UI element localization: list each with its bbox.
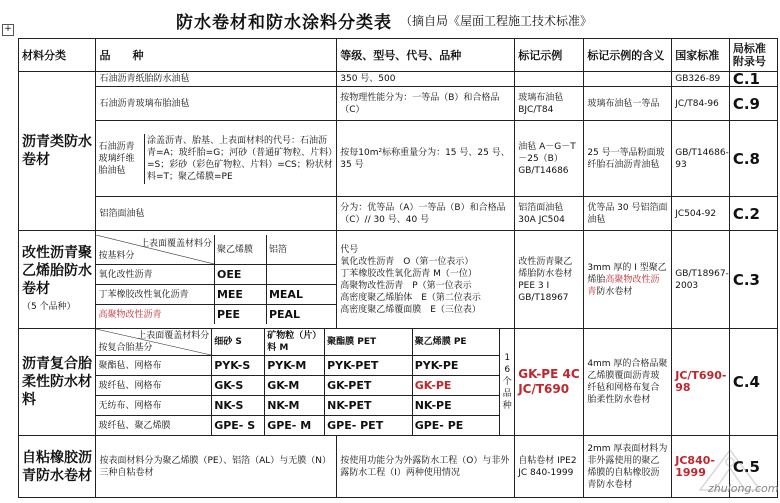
appendix-cell: C.5 [729,436,777,498]
diag-top-label: 上表面覆盖材料分 [137,331,210,341]
standard-cell: JC504-92 [672,197,730,231]
code-cell: PYK-S [212,356,265,376]
page-title: 防水卷材和防水涂料分类表 [176,13,392,33]
category-note: （5 个品种） [22,301,76,312]
table-row [19,329,778,436]
category-asphalt: 沥青类防水卷材 [19,72,96,231]
code-cell: MEE [214,285,266,305]
grade-cell: 按物理性能分为：一等品（B）和合格品（C） [337,87,515,121]
grade-cell: 按使用功能分为外露防水工程（O）与非外露防水工程（I）两种使用情况 [337,436,515,498]
row-label: 氧化改性沥青 [96,265,214,285]
code-cell: GPE- PE [412,416,500,436]
example-cell: 自粘卷材 IPE2 JC 840-1999 [515,436,584,498]
appendix-cell: C.8 [729,121,777,197]
code-cell: GK-PE [412,376,500,396]
diagonal-header [96,235,214,265]
table-row [19,197,778,231]
product-cell: 按表面材料分为聚乙烯膜（PE）、铝箔（AL）与无膜（N）三种自粘卷材 [96,436,337,498]
header-standard: 国家标准 [672,39,730,72]
appendix-cell: C.3 [729,231,777,329]
standard-cell: JC/T84-96 [672,87,730,121]
meaning-highlight: 高聚物改性沥青 [587,274,660,297]
code-cell: GPE- PET [325,416,413,436]
meaning-cell: 玻璃布油毡一等品 [584,87,672,121]
code-cell: GK-S [212,376,265,396]
code-cell: PYK-M [265,356,325,376]
meaning-cell: 优等品 30 号铝箔面油毡 [584,197,672,231]
example-cell [515,231,584,329]
grade-cell: 分为：优等品（A）一等品（B）和合格品（C）// 30 号、40 号 [337,197,515,231]
product-cell [96,231,337,329]
standard-cell: GB/T18967-2003 [672,231,730,329]
meaning-cell: 4mm 厚的合格品聚乙烯膜覆面沥青玻纤毡和网格布复合胎柔性防水卷材 [584,329,672,436]
row-label: 丁苯橡胶改性氧化沥青 [96,285,214,305]
row-label: 聚酯毡、网格布 [96,356,211,376]
code-cell: GK-PET [325,376,413,396]
category-modified [19,231,96,329]
column-label: 聚乙烯膜 PE [412,329,500,356]
code-cell: NK-PET [325,396,413,416]
table-row [19,121,778,197]
example-cell: 油毡 A－G－T－25（B）GB/T14686 [515,121,584,197]
product-type-codes: 涂盖沥青、胎基、上表面材料的代号：石油沥青=A；玻纤胎=G；河砂（普通矿物粒、片料）=S；彩砂（彩色矿物粒、片料）=CS；粉状材料=T；聚乙烯膜=PE [146,135,333,182]
diag-bottom-label: 按基料分 [98,250,135,261]
diag-top-label: 上表面覆盖材料分 [139,238,212,249]
appendix-cell: C.4 [729,329,777,436]
grade-cell: 350 号、500 [337,72,515,87]
example-cell: 玻璃布油毡BJC/T84 [515,87,584,121]
product-cell: 石油沥青纸胎防水油毡 [96,72,337,87]
example-cell: GK-PE 4C JC/T690 [515,329,584,436]
appendix-cell: C.2 [729,197,777,231]
variant-count: 16个品种 [500,329,514,435]
column-label: 聚酯膜 PET [325,329,413,356]
row-label: 高聚物改性沥青 [96,305,214,325]
category-label: 改性沥青聚乙烯胎防水卷材 [22,244,92,297]
appendix-cell: C.1 [729,72,777,87]
standard-cell: GB326-89 [672,72,730,87]
category-composite: 沥青复合胎柔性防水材料 [19,329,96,436]
standard-cell: JC840-1999 [672,436,730,498]
column-label: 聚乙烯膜 [214,235,266,265]
product-cell: 铝箔面油毡 [96,197,337,231]
product-name: 石油沥青玻璃纤维胎油毡 [96,134,144,184]
row-label: 玻纤毡、聚乙烯膜 [96,416,211,436]
source-note: （摘自局《屋面工程施工技术标准》 [400,14,593,28]
row-label: 无纺布、网格布 [96,396,211,416]
code-cell: GPE- M [265,416,325,436]
header-meaning: 标记示例的含义 [584,39,672,72]
standard-cell: JC/T690-98 [672,329,730,436]
column-label: 矿物粒（片）料 M [265,329,325,356]
header-example: 标记示例 [515,39,584,72]
modified-subtable [96,235,336,325]
product-subtable [96,134,336,184]
meaning-text: 3mm 厚的 I 型聚乙烯胎 [587,262,667,285]
code-cell: PEE [214,305,266,325]
column-label: 铝箔 [266,235,336,265]
header-row [19,39,778,72]
meaning-cell: 25 号一等品粉面玻纤胎石油沥青油毡 [584,121,672,197]
header-product: 品 种 [96,39,337,72]
table-expand-icon[interactable]: + [2,24,14,36]
watermark-text: zhulong.com [708,482,779,495]
header-appendix: 局标准附录号 [729,39,777,72]
code-cell [266,265,336,285]
table-row [19,87,778,121]
meaning-cell [584,72,672,87]
meaning-cell: 2mm 厚表面材料为非外露使用的聚乙烯膜的自粘橡胶沥青防水卷材 [584,436,672,498]
product-cell [96,121,337,197]
row-label: 玻纤毡、网格布 [96,376,211,396]
example-cell: 铝箔面油毡30A JC504 [515,197,584,231]
code-cell: NK-PE [412,396,500,416]
code-cell: OEE [214,265,266,285]
diag-bottom-label: 按复合胎基分 [98,343,153,353]
grade-cell: 代号 氧化改性沥青 O（第一位表示） 丁苯橡胶改性氧化沥青 M（一位） 高聚物改性沥青 P（第一位表示 高密度聚乙烯胎体 E（第二位表示 高密度聚乙烯覆面膜 E（三位表） [337,231,515,329]
code-cell: GPE- S [212,416,265,436]
meaning-cell [584,231,672,329]
classification-table [18,38,778,498]
table-row [19,231,778,329]
example-text: 改性沥青聚乙烯胎防水卷材 PEE 3 I GB/T18967 [518,256,573,303]
code-cell: GK-M [265,376,325,396]
standard-cell: GB/T14686-93 [672,121,730,197]
code-cell: NK-S [212,396,265,416]
column-label: 细砂 S [212,329,265,356]
code-cell: PEAL [266,305,336,325]
diagonal-header [96,329,211,356]
table-row [19,436,778,498]
example-cell [515,72,584,87]
appendix-cell: C.9 [729,87,777,121]
meaning-tail: 防水卷材 [596,286,633,297]
header-category: 材料分类 [19,39,96,72]
code-cell: PYK-PET [325,356,413,376]
product-cell [96,329,515,436]
category-selfadhesive: 自粘橡胶沥青防水卷材 [19,436,96,498]
code-cell: PYK-PE [412,356,500,376]
table-row [19,72,778,87]
composite-subtable [96,329,514,435]
code-cell: MEAL [266,285,336,305]
code-cell: NK-M [265,396,325,416]
product-cell: 石油沥青玻璃布胎油毡 [96,87,337,121]
header-grade: 等级、型号、代号、品种 [337,39,515,72]
grade-cell: 按每10m²标称重量分为：15 号、25 号、35 号 [337,121,515,197]
